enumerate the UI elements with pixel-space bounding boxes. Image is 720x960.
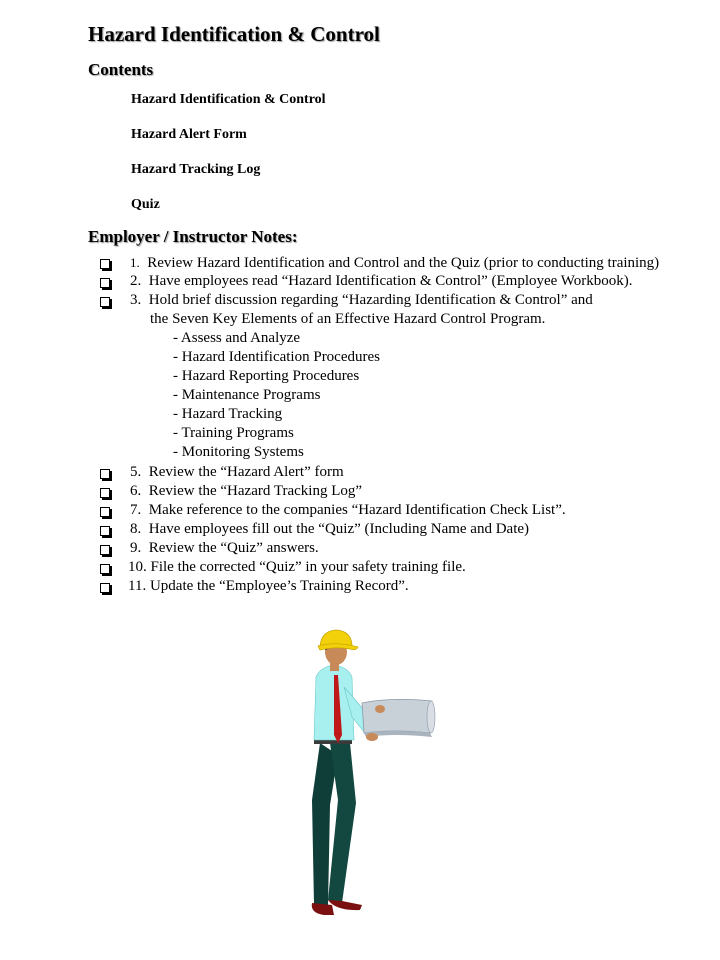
note-item-2: [130, 272, 633, 291]
worker-with-blueprints-illustration: [290, 625, 450, 920]
note-item-3: [130, 291, 593, 310]
checkbox-icon: [100, 259, 110, 269]
note-number: 11.: [128, 578, 147, 594]
toc-item-quiz: Quiz: [131, 197, 160, 212]
note-number: 8.: [130, 521, 142, 537]
note-item-5: [130, 463, 344, 482]
note-text: File the corrected “Quiz” in your safety training file.: [150, 559, 466, 575]
notes-heading: Employer / Instructor Notes:: [88, 227, 298, 246]
sub-item: - Training Programs: [173, 425, 294, 441]
checkbox-icon: [100, 507, 110, 517]
note-item-10: [128, 558, 466, 577]
toc-item-hazard-tracking-log: Hazard Tracking Log: [131, 162, 261, 177]
toc-item-hazard-identification: Hazard Identification & Control: [131, 92, 326, 107]
checkbox-icon: [100, 488, 110, 498]
note-text: Review Hazard Identification and Control and the Quiz (prior to conducting training): [147, 255, 660, 271]
checkbox-icon: [100, 297, 110, 307]
note-text: Review the “Quiz” answers.: [148, 540, 319, 556]
note-text: Update the “Employee’s Training Record”.: [149, 578, 409, 594]
note-item-7: [130, 501, 566, 520]
note-number: 2.: [130, 273, 142, 289]
note-text: Review the “Hazard Tracking Log”: [148, 483, 363, 499]
note-number: 7.: [130, 502, 142, 518]
checkbox-icon: [100, 583, 110, 593]
note-item-11: [128, 577, 409, 596]
note-item-3-continuation: the Seven Key Elements of an Effective Hazard Control Program.: [150, 311, 546, 327]
sub-item: - Hazard Identification Procedures: [173, 349, 380, 365]
note-number: 10.: [128, 559, 147, 575]
note-item-8: [130, 520, 529, 539]
checkbox-icon: [100, 278, 110, 288]
note-number: 5.: [130, 464, 142, 480]
sub-item: - Assess and Analyze: [173, 330, 301, 346]
contents-heading: Contents: [88, 60, 154, 79]
note-number: 3.: [130, 292, 142, 308]
checkbox-icon: [100, 545, 110, 555]
note-number: 6.: [130, 483, 142, 499]
note-item-6: [130, 482, 362, 501]
sub-item: - Monitoring Systems: [173, 444, 304, 460]
note-text: Have employees fill out the “Quiz” (Including Name and Date): [148, 521, 530, 537]
sub-item: - Hazard Reporting Procedures: [173, 368, 360, 384]
note-text: Hold brief discussion regarding “Hazarding Identification & Control” and: [148, 292, 593, 308]
checkbox-icon: [100, 564, 110, 574]
checkbox-icon: [100, 469, 110, 479]
note-text: Have employees read “Hazard Identification & Control” (Employee Workbook).: [148, 273, 633, 289]
note-number: 1.: [130, 255, 140, 270]
sub-item: - Hazard Tracking: [173, 406, 283, 422]
document-title: Hazard Identification & Control: [88, 22, 380, 46]
note-text: Review the “Hazard Alert” form: [148, 464, 344, 480]
toc-item-hazard-alert-form: Hazard Alert Form: [131, 127, 247, 142]
note-item-9: [130, 539, 319, 558]
note-item-1: [130, 253, 659, 273]
note-number: 9.: [130, 540, 142, 556]
note-text: Make reference to the companies “Hazard Identification Check List”.: [148, 502, 566, 518]
sub-item: - Maintenance Programs: [173, 387, 321, 403]
checkbox-icon: [100, 526, 110, 536]
